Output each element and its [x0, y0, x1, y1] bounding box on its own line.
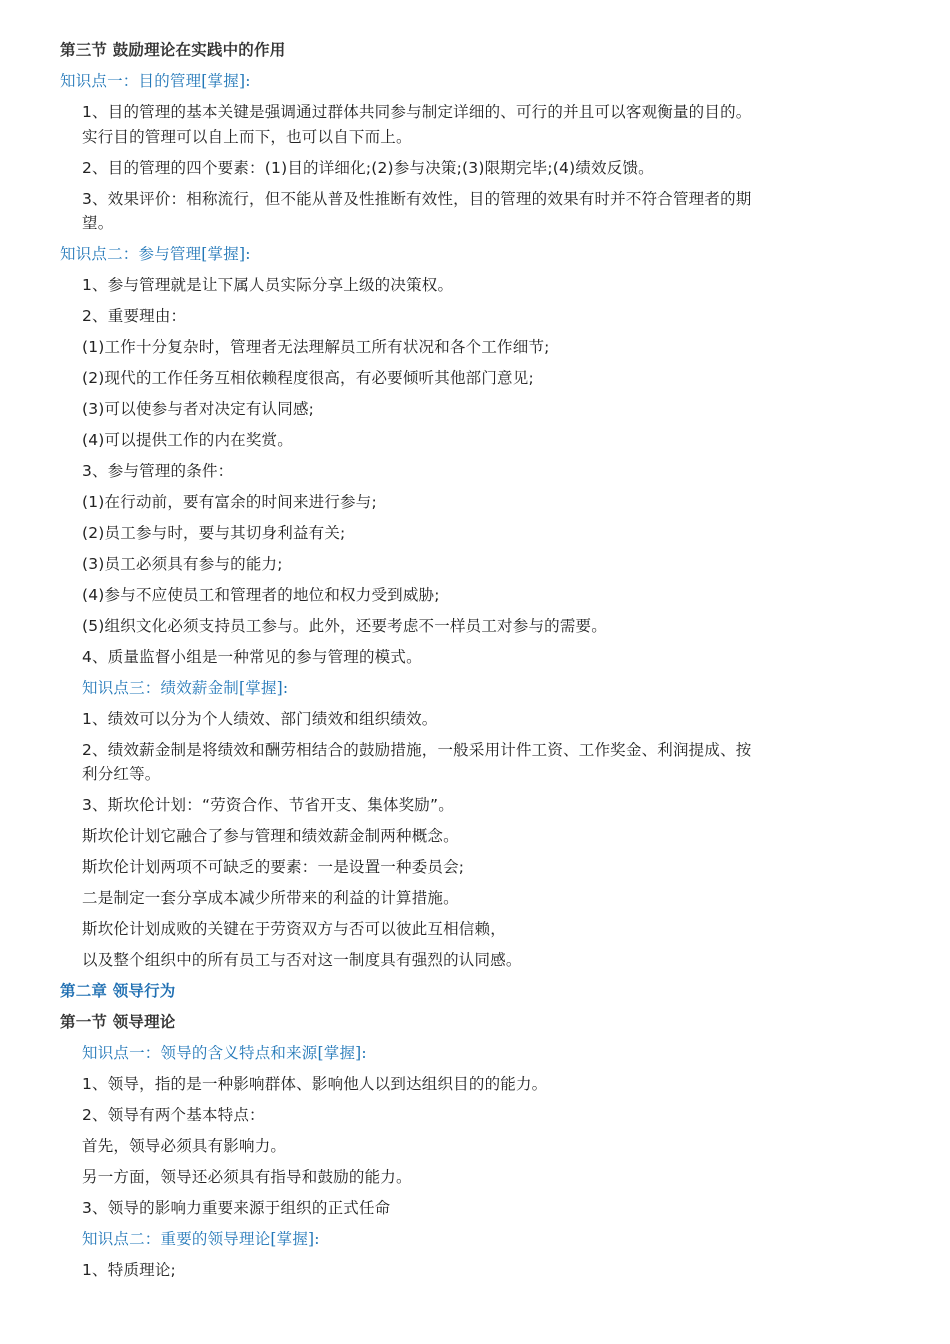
paragraph: 2、目的管理的四个要素：(1)目的详细化;(2)参与决策;(3)限期完毕;(4)绩效反馈。	[82, 159, 654, 177]
paragraph: 利分红等。	[82, 765, 161, 783]
knowledge-point-heading: 知识点二：参与管理[掌握]:	[60, 245, 251, 263]
paragraph: 1、参与管理就是让下属人员实际分享上级的决策权。	[82, 276, 454, 294]
list-item: (2)员工参与时，要与其切身利益有关;	[82, 524, 346, 542]
section-title: 第三节 鼓励理论在实践中的作用	[60, 40, 286, 59]
paragraph: 3、领导的影响力重要来源于组织的正式任命	[82, 1199, 391, 1217]
knowledge-point-heading: 知识点一：目的管理[掌握]:	[60, 72, 251, 90]
paragraph: 2、绩效薪金制是将绩效和酬劳相结合的鼓励措施，一般采用计件工资、工作奖金、利润提成、按	[82, 741, 752, 759]
paragraph: 4、质量监督小组是一种常见的参与管理的模式。	[82, 648, 422, 666]
knowledge-point-heading: 知识点三：绩效薪金制[掌握]:	[82, 679, 289, 697]
knowledge-point-heading: 知识点二：重要的领导理论[掌握]:	[82, 1230, 320, 1248]
paragraph: 1、绩效可以分为个人绩效、部门绩效和组织绩效。	[82, 710, 438, 728]
paragraph: 斯坎伦计划成败的关键在于劳资双方与否可以彼此互相信赖，	[82, 920, 506, 938]
paragraph: 首先，领导必须具有影响力。	[82, 1137, 287, 1155]
paragraph: 望。	[82, 214, 114, 232]
paragraph: 二是制定一套分享成本减少所带来的利益的计算措施。	[82, 889, 459, 907]
paragraph: 2、重要理由：	[82, 307, 187, 325]
paragraph: 1、特质理论;	[82, 1261, 176, 1279]
paragraph: 1、目的管理的基本关键是强调通过群体共同参与制定详细的、可行的并且可以客观衡量的目的。	[82, 103, 752, 121]
paragraph: 斯坎伦计划两项不可缺乏的要素：一是设置一种委员会;	[82, 858, 465, 876]
paragraph: 另一方面，领导还必须具有指导和鼓励的能力。	[82, 1168, 412, 1186]
knowledge-point-heading: 知识点一：领导的含义特点和来源[掌握]:	[82, 1044, 367, 1062]
list-item: (4)参与不应使员工和管理者的地位和权力受到威胁;	[82, 586, 440, 604]
paragraph: 斯坎伦计划它融合了参与管理和绩效薪金制两种概念。	[82, 827, 459, 845]
paragraph: 实行目的管理可以自上而下，也可以自下而上。	[82, 128, 412, 146]
list-item: (4)可以提供工作的内在奖赏。	[82, 431, 293, 449]
list-item: (1)工作十分复杂时，管理者无法理解员工所有状况和各个工作细节;	[82, 338, 550, 356]
list-item: (1)在行动前，要有富余的时间来进行参与;	[82, 493, 377, 511]
paragraph: 3、参与管理的条件：	[82, 462, 234, 480]
list-item: (2)现代的工作任务互相依赖程度很高，有必要倾听其他部门意见;	[82, 369, 534, 387]
list-item: (5)组织文化必须支持员工参与。此外，还要考虑不一样员工对参与的需要。	[82, 617, 607, 635]
paragraph: 1、领导，指的是一种影响群体、影响他人以到达组织目的的能力。	[82, 1075, 548, 1093]
list-item: (3)可以使参与者对决定有认同感;	[82, 400, 315, 418]
section-title: 第一节 领导理论	[60, 1012, 176, 1031]
paragraph: 2、领导有两个基本特点：	[82, 1106, 265, 1124]
paragraph: 以及整个组织中的所有员工与否对这一制度具有强烈的认同感。	[82, 951, 522, 969]
paragraph: 3、效果评价：相称流行，但不能从普及性推断有效性，目的管理的效果有时并不符合管理者的期	[82, 190, 752, 208]
paragraph: 3、斯坎伦计划：“劳资合作、节省开支、集体奖励”。	[82, 796, 454, 814]
chapter-title: 第二章 领导行为	[60, 981, 176, 1000]
list-item: (3)员工必须具有参与的能力;	[82, 555, 283, 573]
